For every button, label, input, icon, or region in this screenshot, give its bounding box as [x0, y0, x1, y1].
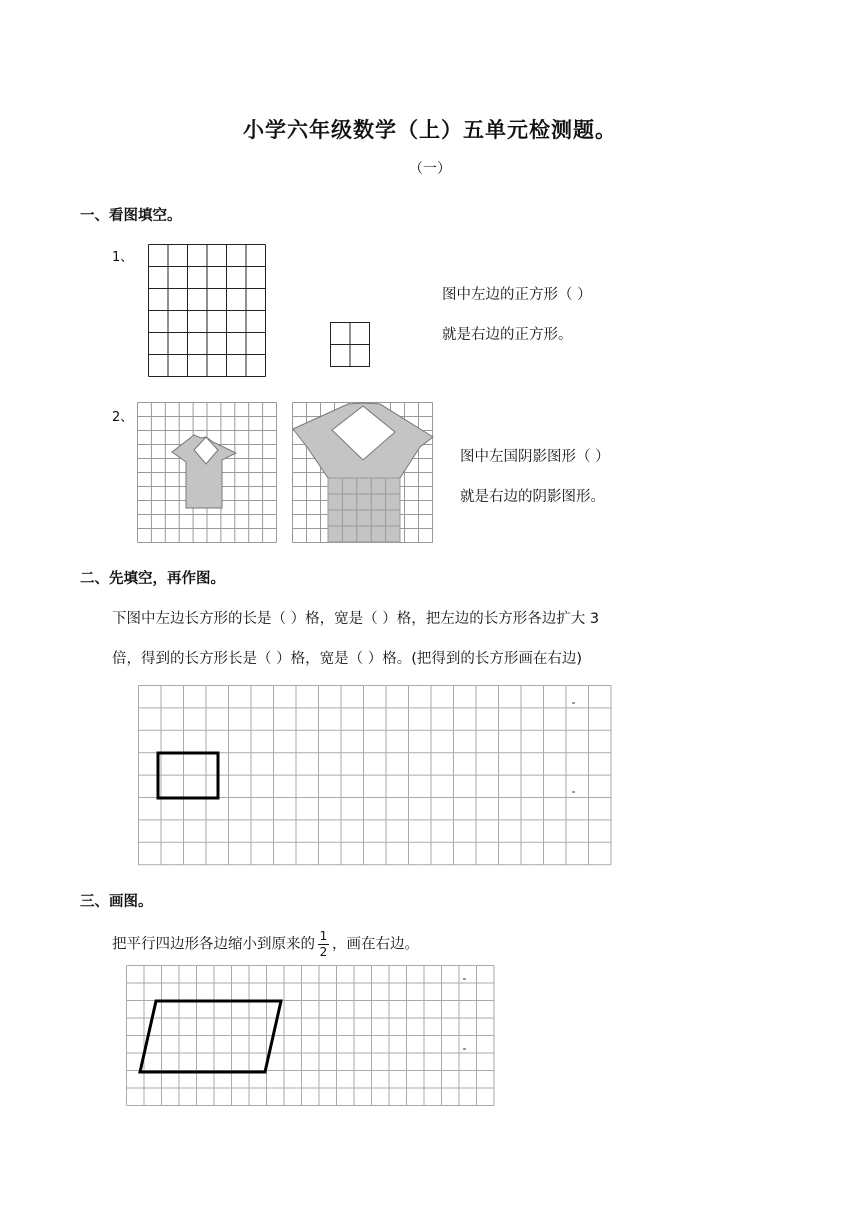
section3-text-before: 把平行四边形各边缩小到原来的 [112, 936, 315, 953]
q2-right-figure [292, 402, 434, 544]
section2-text-line1: 下图中左边长方形的长是（ ）格，宽是（ ）格，把左边的长方形各边扩大 3 [112, 611, 600, 627]
fraction-denominator: 2 [319, 945, 328, 959]
q2-text-line1: 图中左国阴影图形（ ） [460, 449, 610, 465]
q1-right-grid [330, 322, 372, 368]
section2-grid [138, 685, 612, 865]
q2-left-figure [137, 402, 277, 544]
section3-heading: 三、画图。 [80, 894, 153, 910]
section2-heading: 二、先填空，再作图。 [80, 571, 225, 587]
fraction-one-half [318, 930, 329, 959]
q2-text-line2: 就是右边的阴影图形。 [460, 489, 605, 505]
q1-text-line2: 就是右边的正方形。 [442, 327, 573, 343]
fraction-numerator: 1 [319, 929, 328, 943]
section3-grid [126, 965, 496, 1107]
section1-heading: 一、看图填空。 [80, 208, 182, 224]
q1-text-line1: 图中左边的正方形（ ） [442, 287, 592, 303]
page-subtitle: （一） [409, 161, 451, 177]
q1-number: 1、 [112, 250, 134, 265]
section2-text-line2: 倍，得到的长方形长是（ ）格，宽是（ ）格。(把得到的长方形画在右边) [112, 651, 583, 667]
q1-left-grid [148, 244, 268, 378]
section3-text-after: ，画在右边。 [332, 936, 419, 953]
page-title: 小学六年级数学（上）五单元检测题。 [243, 118, 617, 142]
section3-text [112, 930, 419, 959]
q2-number: 2、 [112, 410, 134, 425]
